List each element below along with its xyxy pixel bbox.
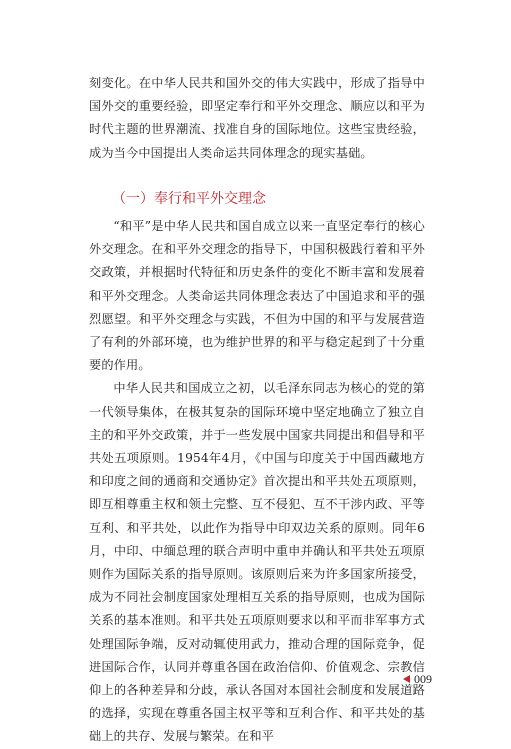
section-heading: （一）奉行和平外交理念 bbox=[112, 191, 266, 207]
page-footer bbox=[403, 672, 432, 686]
body-paragraph-1: “和平”是中华人民共和国自成立以来一直坚定奉行的核心外交理念。在和平外交理念的指导下，中国积极践行着和平外交政策，并根据时代特征和历史条件的变化不断丰富和发展着和平外交理念。人类命运共同体理念表达了中国追求和平的强烈愿望。和平外交理念与实践，不但为中国的和平与发展营造了有利的外部环境，也为维护世界的和平与稳定起到了十分重要的作用。 bbox=[89, 219, 425, 373]
body-text-block bbox=[89, 215, 425, 749]
left-triangle-icon bbox=[403, 675, 410, 683]
intro-paragraph: 刻变化。在中华人民共和国外交的伟大实践中，形成了指导中国外交的重要经验，即坚定奉行和平外交理念、顺应以和平为时代主题的世界潮流、找准自身的国际地位。这些宝贵经验，成为当今中国提出人类命运共同体理念的现实基础。 bbox=[89, 76, 425, 160]
intro-text-block bbox=[89, 72, 425, 165]
page-number: 009 bbox=[414, 672, 432, 686]
body-paragraph-2: 中华人民共和国成立之初，以毛泽东同志为核心的党的第一代领导集体，在极其复杂的国际环境中坚定地确立了独立自主的和平外交政策，并于一些发展中国家共同提出和倡导和平共处五项原则。1954年4月，《中国与印度关于中国西藏地方和印度之间的通商和交通协定》首次提出和平共处五项原则，即互相尊重主权和领土完整、互不侵犯、互不干涉内政、平等互利、和平共处，以此作为指导中印双边关系的原则。同年6月，中印、中缅总理的联合声明中重申并确认和平共处五项原则作为国际关系的指导原则。该原则后来为许多国家所接受，成为不同社会制度国家处理相互关系的指导原则，也成为国际关系的基本准则。和平共处五项原则要求以和平而非军事方式处理国际争端，反对动辄使用武力，推动合理的国际竞争，促进国际合作，认同并尊重各国在政治信仰、价值观念、宗教信仰上的各种差异和分歧，承认各国对本国社会制度和发展道路的选择，实现在尊重各国主权平等和互利合作、和平共处的基础上的共存、发展与繁荣。在和平 bbox=[89, 381, 425, 744]
